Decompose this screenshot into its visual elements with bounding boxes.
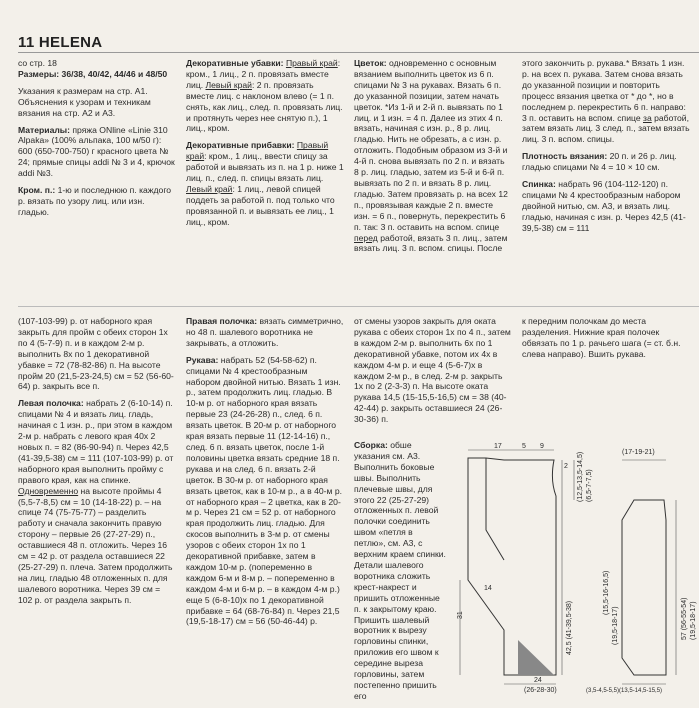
label-425: 42,5 (41-39,5-38) (566, 600, 573, 655)
dec-text-1: : кром., 1 лиц., 2 п. провязать вместе лиц. (186, 58, 341, 90)
inc-label: Декоративные прибавки: (186, 140, 295, 151)
dec-label: Декоративные убавки: (186, 58, 284, 68)
schematic-svg (454, 440, 699, 694)
bottom-column-4 (522, 316, 692, 366)
bottom-column-2 (186, 316, 344, 633)
sleeve-outline (622, 500, 666, 675)
flower-label: Цветок: (354, 58, 387, 68)
left-front-text: набрать 2 (6-10-14) п. спицами № 4 и вязать лиц. гладь, начиная с 1 изн. р., при этом в каждом 2-м р. набрать с левого края 40x 2 новых п. = 82 (86-90-94) п. Через 42,5 (41-39,5-38) см = 111 (107-103-99) р. от наборного края выполнить пройму с правого края, как на спинке. (18, 398, 174, 485)
label-31: 31 (457, 611, 464, 619)
sleeve-cap-text: от смены узоров закрыть для оката рукава с обеих сторон 1x по 4 п., затем в каждом 2-м р. выполнить 6x по 1 декоративной убавке, потом их 4x в каждом 4-м р. и еще 4 (5-6-7)x в каждом 2-м р., в след. 2-м р. закрыть 1x по 2 (2-3-3) п. На высоте оката рукава 14,5 (15-15,5-16,5) см = 38 (40-42-44) р. закрыть оставшиеся 24 (26-30-36) п. (354, 316, 511, 425)
sizes-note: Указания к размерам на стр. А1. Объяснения к узорам и техникам вязания на стр. А2 и А3. (18, 85, 151, 118)
garment-schematic (454, 440, 699, 694)
back-value: набрать 96 (104-112-120) п. спицами № 4 крестообразным набором двойной нитью, см. А3, и вязать лиц. гладью, начиная с изн. р. Через 42,5 (41-39,5-38) см = 111 (522, 179, 686, 233)
left-front-label: Левая полочка: (18, 398, 84, 409)
flower-text-2: работой, вязать 3 п. лиц., затем вязать лиц. 3 п. вспом. спицы. После (354, 232, 508, 254)
left-front-text-2: на высоте проймы 4 (5,5-7-8,5) см = 10 (14-18-22) р. – на спице 74 (75-75-77) – разделить работу и сначала закончить правую сторону – первые 26 (27-27-29) п., оставшиеся 48 п. отложить. Через 16 см = 42 р. от раздела оставшиеся 22 (25-27-29) п. плеча. Затем продолжить на лиц. гладью 48 отложенных п. для шалевого воротника. Через 39 см = 102 р. от раздела закрыть п. (18, 485, 173, 605)
assembly-label: Сборка: (354, 440, 388, 450)
right-front-label: Правая полочка: (186, 316, 258, 326)
pattern-title: 11 HELENA (18, 34, 103, 51)
inc-right-label: Правый край (186, 140, 329, 162)
front-panel-outline (468, 458, 556, 675)
inc-left-label: Левый край (186, 183, 233, 194)
column-3 (354, 58, 510, 260)
assembly-column (354, 440, 446, 708)
label-sleeve-right-1: 57 (56-55-54) (681, 597, 688, 640)
right-front-text: вязать симметрично, но 48 п. шалевого воротника не закрывать, а отложить. (186, 316, 344, 348)
label-125: (12,5-13,5-14,5) (577, 451, 584, 502)
inc-text-2: : 1 лиц., левой спицей поддеть за работой п. под только что провязанной п. и вывязать ее лиц., 1 лиц., кром. (186, 183, 335, 227)
ref-line: со стр. 18 (18, 58, 57, 68)
label-top-5: 5 (522, 443, 526, 450)
col4-text-1: этого закончить р. рукава.* Вязать 1 изн. р. на всех п. рукава. Затем снова вязать до указанной позиции и повторить процесс вязания цветка от * до *, но в последнем р. перекрестить 6 п. направо: 3 п. оставить на вспом. спице (522, 58, 686, 123)
label-sleeve-right-2: (19,5-18-17) (690, 601, 697, 640)
column-1 (18, 58, 176, 224)
flower-text: одновременно с основным вязанием выполнить цветок из 6 п. спицами № 3 на рукавах. Вязать 6 п. до указанной позиции, затем начать цветок. *Из 1-й и 2-й п. вывязать по 1 лиц. и 1 изн. = 4 п. Далее из этих 4 п. вязать, начиная с изн. р., 8 р. лиц. гладью. Нить не обрезать, а с изн. р. отложить. Подобным образом из 3-й и 4-й п. снова вывязать по 2 п. и вязать 8 р. лиц. гладью, затем из 5-й и 6-й п. вывязать по 2 п. и вязать 8 р. лиц. гладью. Затем провязать р. на всех 12 п., провязывая каждые 2 п. вместе изн. = 6 п., повернуть, перекрестить 6 п. так: 3 п. оставить на вспом. спице (354, 58, 508, 232)
column-4 (522, 58, 692, 240)
label-65: (6,5-7-7,5) (586, 469, 593, 502)
krom-value: 1-ю и последнюю п. каждого р. вязать по узору лиц. или изн. гладью. (18, 185, 172, 217)
density-label: Плотность вязания: (522, 151, 608, 162)
dec-right-label: Правый край (285, 58, 338, 68)
label-left-14: 14 (484, 585, 492, 592)
krom-label: Кром. п.: (18, 185, 56, 196)
collar-line (486, 458, 504, 560)
sizes-label: Размеры: (18, 68, 60, 79)
column-2 (186, 58, 344, 234)
section-separator (18, 306, 699, 307)
finishing-text: к передним полочкам до места разделения. Нижние края полочек обвязать по 1 р. рачьего шага (= ст. б.н. слева направо). Вшить рукава. (522, 316, 681, 359)
label-bottom-24: 24 (534, 677, 542, 684)
dec-text-2: : 2 п. провязать вместе лиц. с наклоном влево (= 1 п. снять, как лиц., след. п. провязать лиц. и протянуть через нее снятую п.), 1 лиц., кром. (186, 79, 343, 134)
flower-underline: перед (354, 232, 378, 243)
label-sleeve-top: (17-19-21) (622, 449, 655, 456)
materials-label: Материалы: (18, 124, 71, 135)
back-continued: (107-103-99) р. от наборного края закрыть для пройм с обеих сторон 1x по 4 (5-7-9) п. и в каждом 2-м р. выполнить 8x по 1 декоративной убавке = 72 (78-82-86) п. На высоте пройм 20 (21,5-23-24,5) см = 52 (56-60-64) р. закрыть все п. (18, 316, 174, 392)
label-165: (15,5-16-16,5) (603, 570, 610, 615)
shaded-triangle (518, 640, 554, 675)
label-top-2: 2 (564, 463, 568, 470)
materials-value: пряжа ONline «Linie 310 Alpaka» (100% альпака, 100 м/50 г): 600 (650-700-750) г красного цвета № 24; прямые спицы addi № 3 и 4, крючок addi №3. (18, 124, 175, 179)
label-sleeve-bottom: (3,5-4,5-5,5)(13,5-14,5-15,5) (586, 688, 663, 694)
dec-left-label: Левый край (205, 79, 252, 90)
label-18: (19,5-18-17) (612, 606, 619, 645)
bottom-column-3 (354, 316, 512, 431)
assembly-text: обше указания см. А3. Выполнить боковые швы. Выполнить плечевые швы, для этого 22 (25-27-29) отложенных п. левой полочки соединить швом «петля в петлю», см. А3, с верхним краем спинки. Детали шалевого воротника сложить крест-накрест и пришить отложенные п. к закрытому краю. Пришить шалевый воротник к вырезу горловины спинки, приложив его швом к середине выреза горловины, затем постепенно пришить его (354, 440, 446, 701)
label-bottom-26: (26-28-30) (524, 687, 557, 694)
col4-text-2: работой, затем вязать лиц. 3 след. п., затем вязать лиц. 3 п. вспом. спицы. (522, 112, 690, 145)
back-label: Спинка: (522, 179, 556, 190)
bottom-column-1 (18, 316, 176, 612)
density-value: 20 п. и 26 р. лиц. гладью спицами № 4 = 10 × 10 см. (522, 151, 677, 173)
label-top-17: 17 (494, 443, 502, 450)
title-rule (18, 52, 699, 53)
label-top-9: 9 (540, 443, 544, 450)
col4-underline: за (643, 112, 652, 123)
sleeves-label: Рукава: (186, 354, 219, 365)
sizes-value: 36/38, 40/42, 44/46 и 48/50 (59, 68, 168, 79)
sleeves-text: набрать 52 (54-58-62) п. спицами № 4 крестообразным набором двойной нитью. Вязать 1 изн. р., затем продолжить лиц. гладью. В 10-м р. от наборного края вязать первые 23 (24-26-28) п., след. 6 п. вязать цветок. В 20-м р. от наборного края вязать первые 11 (12-14-16) п., след. 6 п. вязать цветок, после 1-й половины цветка вязать средние 18 п. рукава и на след. 6 п. вязать 2-й цветок. В 30-м р. от наборного края вязать цветок, как в 10-м р., а в 40-м р. от наборного края – 2 цветка, как в 20-м р. Через 21 см = 52 р. от наборного края продолжить лиц. гладью. Для скосов выполнить в 3-м р. от смены узоров с обеих сторон 1x по 1 декоративной прибавке, затем в каждом 10-м р. (попеременно в каждом 6-м и 8-м р. – попеременно в каждом 4-м и 6-м р. – в каждом 4-м р.) еще 5 (6-8-10)x по 1 декоративной прибавке = 64 (68-76-84) п. Через 21,5 (19,5-18-17) см = 56 (50-46-44) р. (186, 354, 342, 627)
left-front-underline: Одновременно (18, 485, 79, 496)
inc-text-1: : кром., 1 лиц., ввести спицу за работой и вывязать из п. на 1 р. ниже 1 лиц. п., след. п. спицы вязать лиц. (186, 151, 344, 184)
